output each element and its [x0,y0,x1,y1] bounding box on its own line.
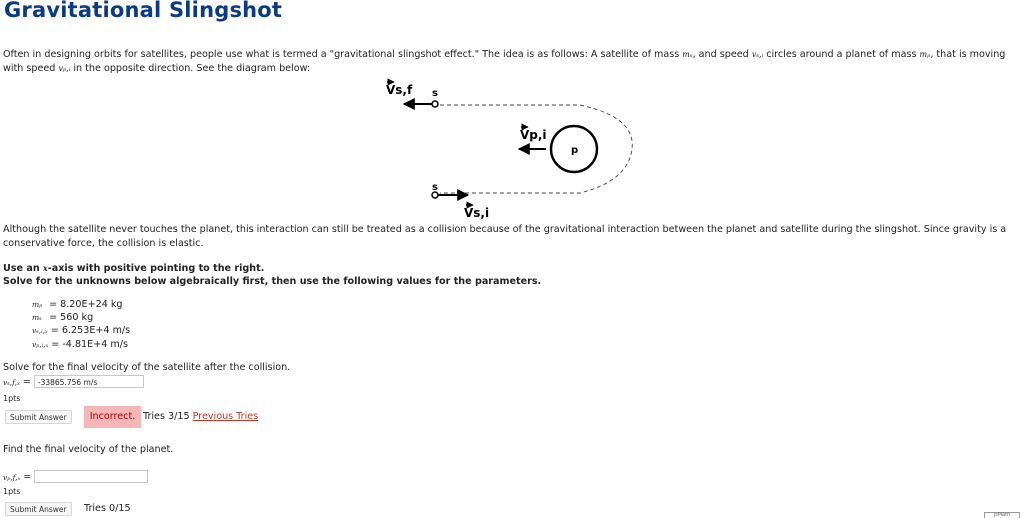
slingshot-diagram [378,77,640,223]
parameter-list [32,298,130,351]
question1-symbol: vₛ,f,ₓ [3,377,20,387]
instruction-axis: Use an x-axis with positive pointing to the right. [3,263,265,274]
satellite-top [432,101,438,107]
page-title: Gravitational Slingshot [4,0,283,22]
label-vsi: Vs,i [464,206,490,220]
label-s-bottom: s [432,182,438,193]
label-vpi: Vp,i [520,128,547,142]
question2-points: 1pts [3,487,21,496]
question1-tries: Tries 3/15 Previous Tries [143,411,259,422]
label-vsf: Vs,f [386,83,413,97]
param-row: vₛ,ᵢ,ₓ = 6.253E+4 m/s [32,325,131,337]
question2-tries: Tries 0/15 [84,503,131,514]
question1-answer-row [3,375,144,388]
label-s-top: s [432,88,438,99]
question1-prompt: Solve for the final velocity of the satellite after the collision. [3,362,291,373]
param-row: mₚ = 8.20E+24 kg [32,299,123,310]
question1-equals: = [22,376,31,388]
question2-submit-button[interactable]: Submit Answer [5,502,72,516]
question1-submit-button[interactable]: Submit Answer [5,410,72,424]
question1-answer-input[interactable]: -33865.756 m/s [34,375,144,388]
param-row: mₛ = 560 kg [32,312,94,324]
question2-answer-input[interactable] [34,470,148,483]
question1-status-badge: Incorrect. [84,406,141,428]
question2-prompt: Find the final velocity of the planet. [3,444,174,455]
elastic-paragraph: Although the satellite never touches the planet, this interaction can still be treated as a collision because of the gravitational interaction between the planet and satellite during the slingshot. Since gravity is a conservative force, the collision is elastic. [3,224,1007,249]
question2-equals: = [23,471,32,483]
question2-symbol: vₚ,f,ₓ [3,472,21,482]
question2-answer-row [3,470,148,483]
param-row: vₚ,ᵢ,ₓ = -4.81E+4 m/s [32,338,128,350]
intro-paragraph: Often in designing orbits for satellites, people use what is termed a "gravitational slingshot effect." The idea is as follows: A satellite of mass mₛ, and speed vₛ,ᵢ circles around a planet of mass mₚ, that is moving with speed vₚ,ᵢ in the opposite direction. See the diagram below: [3,49,1006,74]
label-planet: p [571,145,579,156]
question1-points: 1pts [3,394,21,403]
instruction-solve: Solve for the unknowns below algebraically first, then use the following values for the parameters. [3,276,542,287]
previous-tries-link[interactable]: Previous Tries [192,411,259,422]
jsmath-badge[interactable]: jsMath [984,512,1020,518]
